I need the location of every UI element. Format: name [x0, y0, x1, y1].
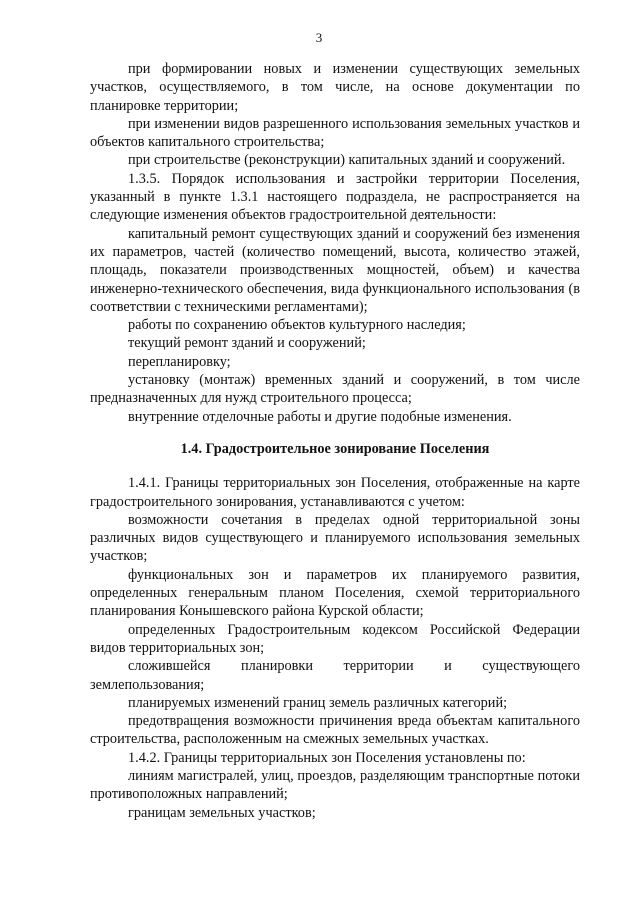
paragraph: при изменении видов разрешенного использования земельных участков и объектов капитального строительства;	[90, 115, 580, 151]
paragraph: установку (монтаж) временных зданий и сооружений, в том числе предназначенных для нужд строительного процесса;	[90, 372, 580, 407]
paragraph: функциональных зон и параметров их планируемого развития, определенных генеральным планом Поселения, схемой территориального планирования Конышевского района Курской области;	[90, 566, 580, 620]
page-number: 3	[315, 30, 323, 45]
paragraph: предотвращения возможности причинения вреда объектам капитального строительства, расположенным на смежных земельных участках.	[90, 713, 580, 748]
paragraph: линиям магистралей, улиц, проездов, разделяющим транспортные потоки противоположных направлений;	[90, 767, 580, 803]
paragraph: 1.4.1. Границы территориальных зон Поселения, отображенные на карте градостроительного зонирования, устанавливаются с учетом:	[90, 475, 580, 510]
paragraph: при формировании новых и изменении существующих земельных участков, осуществляемого, в том числе, на основе документации по планировке территории;	[90, 61, 580, 114]
paragraph: при строительстве (реконструкции) капитальных зданий и сооружений.	[128, 152, 566, 169]
paragraph: границам земельных участков;	[128, 804, 316, 821]
paragraph: текущий ремонт зданий и сооружений;	[128, 335, 366, 352]
section-heading: 1.4. Градостроительное зонирование Поселения	[180, 440, 490, 457]
paragraph: капитальный ремонт существующих зданий и сооружений без изменения их параметров, частей (количество помещений, высота, количество этажей, площадь, показатели производственных мощностей, объем) и качества инженерно-технического обеспечения, вида функционального использования (в соответствии с техническими регламентами);	[90, 225, 580, 315]
paragraph: возможности сочетания в пределах одной территориальной зоны различных видов существующего и планируемого использования земельных участков;	[90, 511, 580, 565]
paragraph: 1.4.2. Границы территориальных зон Поселения установлены по:	[128, 749, 526, 766]
paragraph: внутренние отделочные работы и другие подобные изменения.	[128, 408, 512, 425]
paragraph: работы по сохранению объектов культурного наследия;	[128, 317, 466, 334]
paragraph: сложившейся планировки территории и существующего землепользования;	[90, 658, 580, 693]
paragraph: перепланировку;	[128, 353, 231, 370]
document-body	[90, 60, 580, 822]
paragraph: планируемых изменений границ земель различных категорий;	[128, 694, 508, 711]
paragraph: определенных Градостроительным кодексом Российской Федерации видов территориальных зон;	[90, 621, 580, 656]
paragraph: 1.3.5. Порядок использования и застройки территории Поселения, указанный в пункте 1.3.1 настоящего подраздела, не распространяется на следующие изменения объектов градостроительной деятельности:	[90, 170, 580, 224]
